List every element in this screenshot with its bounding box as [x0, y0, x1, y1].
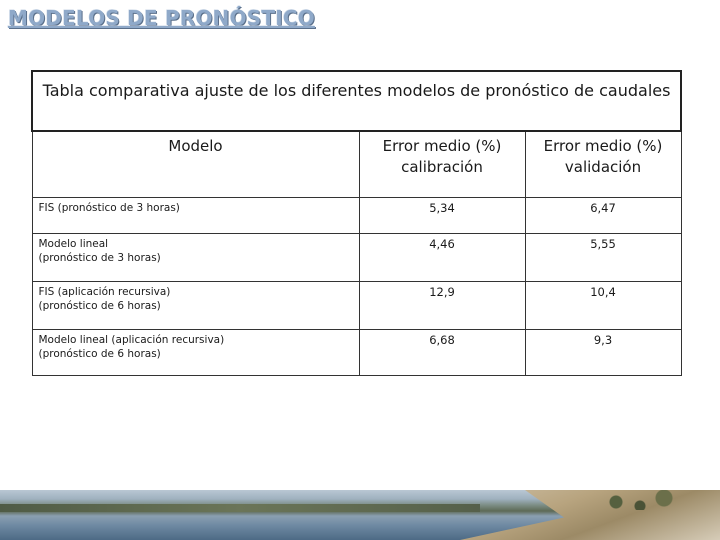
model-name-line2: (pronóstico de 3 horas) [38, 251, 161, 264]
model-name-line2: (pronóstico de 6 horas) [38, 347, 161, 360]
model-name-line1: FIS (pronóstico de 3 horas) [38, 201, 180, 214]
table-caption: Tabla comparativa ajuste de los diferentes modelos de pronóstico de caudales [32, 71, 681, 131]
model-name-line1: Modelo lineal [38, 237, 109, 250]
validation-value: 9,3 [525, 329, 681, 375]
riverbank-strip [0, 504, 480, 512]
calibration-value: 4,46 [359, 233, 525, 281]
river-landscape-photo [0, 490, 720, 540]
header-validation-error: Error medio (%) validación [525, 131, 681, 197]
slide-title: MODELOS DE PRONÓSTICO [8, 6, 315, 30]
calibration-value: 5,34 [359, 197, 525, 233]
comparison-table [31, 70, 682, 376]
vegetation [580, 490, 700, 510]
header-model: Modelo [32, 131, 359, 197]
calibration-value: 12,9 [359, 281, 525, 329]
model-name-cell [32, 233, 359, 281]
table-caption-row [32, 71, 681, 131]
calibration-value: 6,68 [359, 329, 525, 375]
model-name-cell [32, 281, 359, 329]
table-row [32, 329, 681, 375]
header-calibration-error: Error medio (%) calibración [359, 131, 525, 197]
table-row [32, 233, 681, 281]
model-name-cell [32, 329, 359, 375]
validation-value: 6,47 [525, 197, 681, 233]
table-row [32, 281, 681, 329]
validation-value: 10,4 [525, 281, 681, 329]
model-name-line2: (pronóstico de 6 horas) [38, 299, 161, 312]
model-name-line1: FIS (aplicación recursiva) [38, 285, 171, 298]
model-name-line1: Modelo lineal (aplicación recursiva) [38, 333, 225, 346]
table-row [32, 197, 681, 233]
model-name-cell [32, 197, 359, 233]
table-header-row [32, 131, 681, 197]
validation-value: 5,55 [525, 233, 681, 281]
